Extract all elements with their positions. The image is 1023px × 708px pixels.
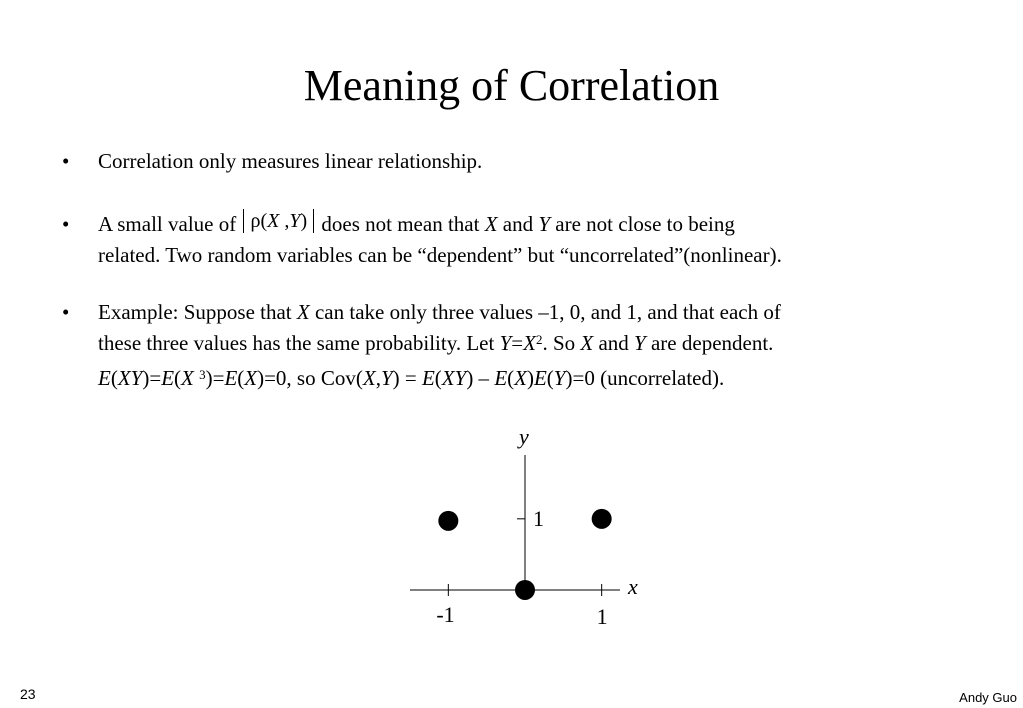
data-point: [592, 509, 612, 529]
formula-segment: ) =: [392, 366, 422, 390]
data-point: [515, 580, 535, 600]
example-text: are dependent.: [645, 331, 774, 355]
formula-segment: E: [224, 366, 238, 390]
rho-close: ): [300, 210, 308, 232]
bullet-text-and: and: [497, 212, 539, 236]
bullet-dot: •: [62, 149, 70, 173]
rho-y: Y: [289, 210, 301, 232]
data-point: [438, 511, 458, 531]
example-text: Example: Suppose that: [98, 300, 297, 324]
formula-segment: X: [244, 366, 258, 390]
var-y: Y: [499, 331, 512, 355]
formula-segment: (: [237, 366, 245, 390]
formula-segment: )=: [205, 366, 225, 390]
example-text: and: [593, 331, 635, 355]
formula-segment: )=: [142, 366, 162, 390]
example-text: these three values has the same probability. Let: [98, 331, 500, 355]
bullet-list: [62, 146, 982, 394]
formula-segment: XY: [441, 366, 467, 390]
bullet-item-3: [62, 297, 982, 394]
formula-segment: 3: [199, 367, 206, 382]
page-number: 23: [20, 686, 36, 702]
exponent: 2: [535, 332, 543, 347]
bullet-dot: •: [62, 300, 70, 324]
formula-segment: E: [161, 366, 175, 390]
formula-segment: X: [362, 366, 376, 390]
y-axis-label: y: [519, 424, 529, 449]
x-tick-label: 1: [596, 603, 608, 629]
formula-segment: (: [434, 366, 442, 390]
scatter-plot: [390, 422, 660, 662]
bullet-text-line2: related. Two random variables can be “dependent” but “uncorrelated”(nonlinear).: [98, 243, 782, 267]
formula-segment: Y: [553, 366, 566, 390]
formula-segment: X: [181, 366, 194, 390]
formula-segment: E: [533, 366, 547, 390]
formula-segment: ,: [375, 366, 381, 390]
bullet-text-post: are not close to being: [550, 212, 735, 236]
bullet-item-1: [62, 146, 982, 177]
covariance-formula: [98, 363, 982, 394]
formula-segment: Y: [380, 366, 393, 390]
formula-segment: E: [98, 366, 111, 390]
formula-segment: )=0, so Cov(: [257, 366, 363, 390]
var-y: Y: [538, 212, 551, 236]
bullet-text-pre: A small value of: [98, 212, 242, 236]
formula-segment: )=0 (uncorrelated).: [565, 366, 725, 390]
var-x: X: [580, 331, 594, 355]
example-text: . So: [542, 331, 581, 355]
rho-comma: ,: [279, 210, 290, 232]
x-axis-label: x: [628, 573, 638, 599]
formula-segment: (: [507, 366, 515, 390]
bullet-dot: •: [62, 212, 70, 236]
bullet-item-2: [62, 209, 982, 271]
equals-sign: =: [511, 331, 524, 355]
bullet-text-mid: does not mean that: [316, 212, 485, 236]
var-y: Y: [634, 331, 646, 355]
formula-segment: E: [494, 366, 508, 390]
var-x: X: [523, 331, 536, 355]
x-tick-label: -1: [436, 601, 455, 627]
rho-x: X: [267, 210, 280, 232]
formula-segment: XY: [117, 366, 143, 390]
formula-segment: (: [546, 366, 554, 390]
formula-segment: E: [421, 366, 435, 390]
formula-segment: ): [526, 366, 534, 390]
rho-symbol: ρ(: [250, 210, 268, 232]
slide-title: Meaning of Correlation: [303, 61, 720, 110]
bullet-text: Correlation only measures linear relationship.: [98, 149, 483, 173]
author-name: Andy Guo: [959, 690, 1017, 705]
y-tick-label: 1: [533, 505, 544, 531]
formula-segment: (: [174, 366, 182, 390]
formula-segment: (: [110, 366, 118, 390]
formula-segment: ) –: [466, 366, 495, 390]
scatter-plot-svg: [390, 422, 660, 662]
rho-formula: [243, 209, 314, 233]
var-x: X: [296, 300, 310, 324]
formula-segment: X: [514, 366, 527, 390]
var-x: X: [484, 212, 498, 236]
example-text: can take only three values –1, 0, and 1, and that each of: [309, 300, 781, 324]
